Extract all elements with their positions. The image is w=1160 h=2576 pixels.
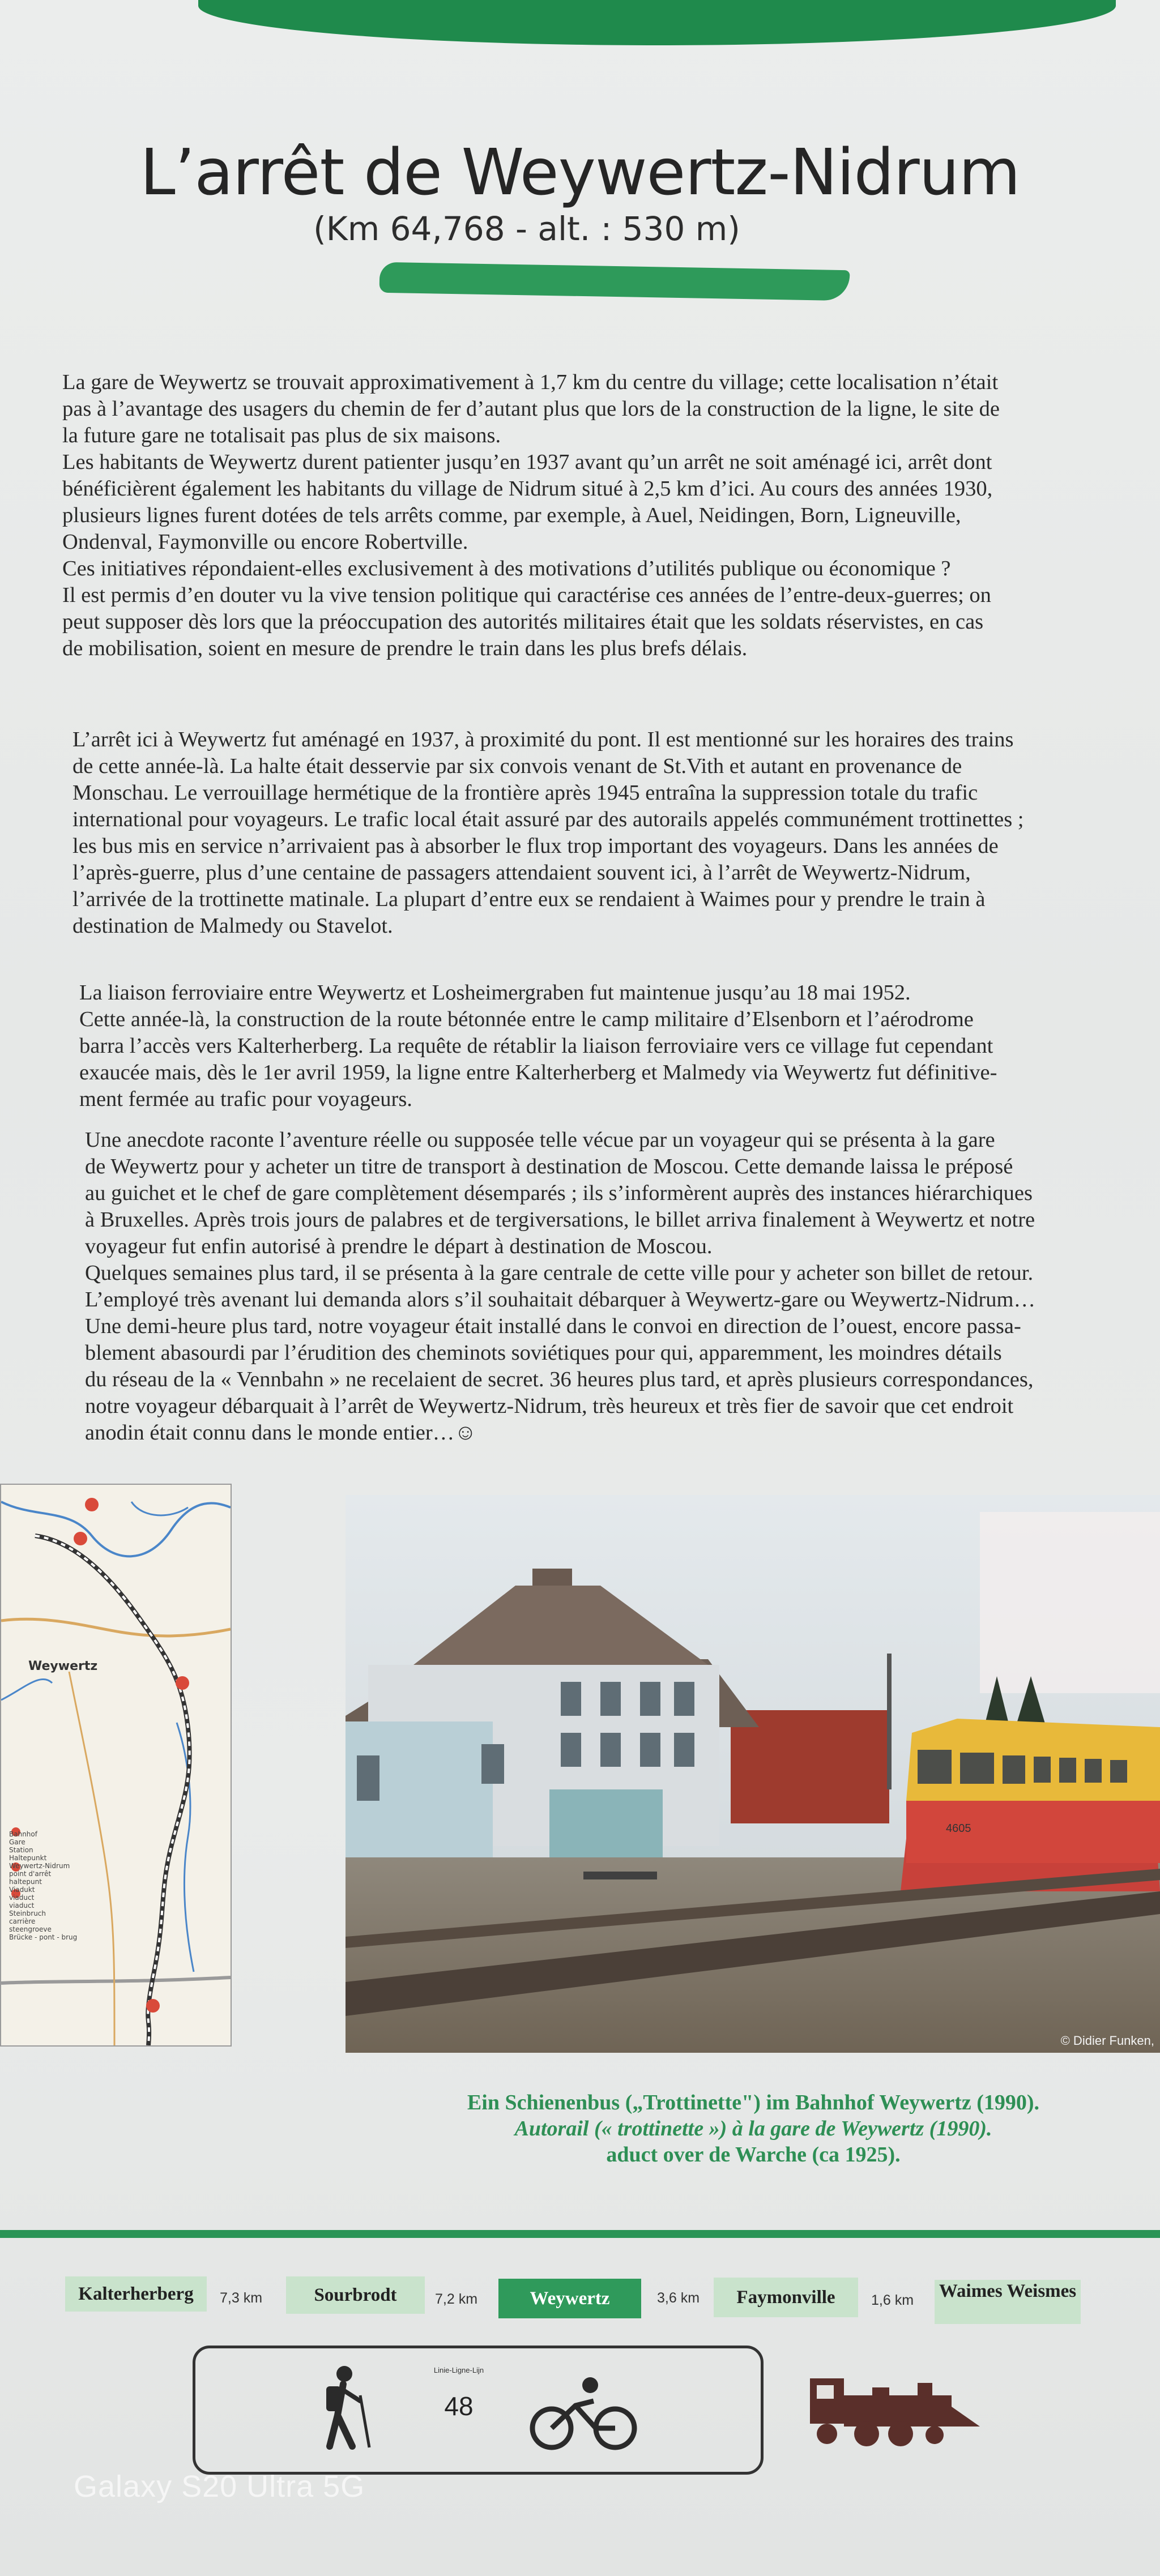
station-photo [346,1495,1160,2053]
map-town-label: Weywertz [28,1659,98,1673]
station-waimes: Waimes Weismes [935,2280,1081,2324]
photo-credit: © Didier Funken, [1060,2034,1154,2048]
bicycle-icon [527,2373,640,2452]
page-title: L’arrêt de Weywertz-Nidrum [140,136,1020,210]
station-faymonville: Faymonville [714,2278,858,2317]
distance-2: 7,2 km [435,2291,478,2307]
steam-locomotive-icon [810,2373,991,2452]
station-weywertz: Weywertz [498,2279,641,2318]
route-strip [0,2276,1160,2327]
caption-dutch: aduct over de Warche (ca 1925). [606,2143,901,2167]
route-map [0,1484,232,2047]
photo-captions [362,2090,1144,2168]
distance-4: 1,6 km [871,2292,914,2308]
hiker-icon [306,2361,385,2452]
paragraph-anecdote: Une anecdote raconte l’aventure réelle ou supposée telle vécue par un voyageur qui se présenta à la gare de Weywertz pour y acheter un titre de transport à destination de Moscou. Cette demande laissa le préposé au guichet et le chef de gare complètement désemparés ; ils s’informèrent auprès des instances hiérarchiques à Bruxelles. Après trois jours de palabres et de tergiversations, le billet arriva finalement à Weywertz et notre voyageur fut enfin autorisé à prendre le départ à destination de Moscou. Quelques semaines plus tard, il se présenta à la gare centrale de cette ville pour y acheter son billet de retour. L’employé très avenant lui demanda alors s’il souhaitait débarquer à Weywertz-gare ou Weywertz-Nidrum… Une demi-heure plus tard, notre voyageur était installé dans le convoi en direction de l’ouest, encore passa- blement abasourdi par l’érudition des cheminots soviétiques pour qui, apparemment, les moindres détails du réseau de la « Vennbahn » ne recelaient de secret. 36 heures plus tard, et après plusieurs correspondances, notre voyageur débarquait à l’arrêt de Weywertz-Nidrum, très heureux et très fier de savoir que cet endroit anodin était connu dans le monde entier…☺ [85,1128,1035,1445]
line-label: Linie-Ligne-Lijn [433,2366,484,2374]
paragraph-halt-1937: L’arrêt ici à Weywertz fut aménagé en 1937, à proximité du pont. Il est mentionné sur les horaires des trains de cette année-là. La halte était desservie par six convois venant de St.Vith et autant en provenance de Monschau. Le verrouillage hermétique de la frontière après 1945 entraîna la suppression totale du trafic international pour voyageurs. Le trafic local était assuré par des autorails appelés communément trottinettes ; les bus mis en service n’arrivaient pas à absorber le flux trop important des voyageurs. Dans les années de l’après-guerre, plus d’une centaine de passagers attendaient souvent ici, à l’arrêt de Weywertz-Nidrum, l’arrivée de la trottinette matinale. La plupart d’entre eux se rendaient à Waimes pour y prendre le train à destination de Malmedy ou Stavelot. [72,728,1024,938]
page-subtitle: (Km 64,768 - alt. : 530 m) [313,210,740,248]
distance-3: 3,6 km [657,2290,700,2306]
railcar-number: 4605 [946,1822,971,1835]
map-drawing [1,1485,231,2045]
station-kalterherberg: Kalterherberg [65,2276,207,2312]
station-sourbrodt: Sourbrodt [286,2276,425,2314]
paragraph-closure: La liaison ferroviaire entre Weywertz et Losheimergraben fut maintenue jusqu’au 18 mai 1952. Cette année-là, la construction de la route bétonnée entre le camp militaire d’Elsenborn et l’aérodrome barra l’accès vers Kalterherberg. La requête de rétablir la liaison ferroviaire vers ce village fut cependant exaucée mais, dès le 1er avril 1959, la ligne entre Kalterherberg et Malmedy via Weywertz fut définitive- ment fermée au trafic pour voyageurs. [79,981,997,1111]
camera-watermark: Galaxy S20 Ultra 5G [74,2470,365,2504]
divider-line [0,2230,1160,2238]
paragraph-history: La gare de Weywertz se trouvait approximativement à 1,7 km du centre du village; cette localisation n’était pas à l’avantage des usagers du chemin de fer d’autant plus que lors de la construction de la ligne, le site de la future gare ne totalisait pas plus de six maisons. Les habitants de Weywertz durent patienter jusqu’en 1937 avant qu’un arrêt ne soit aménagé ici, arrêt dont bénéficièrent également les habitants du village de Nidrum situé à 2,5 km d’ici. Au cours des années 1930, plusieurs lignes furent dotées de tels arrêts comme, par exemple, à Auel, Neidingen, Born, Ligneuville, Ondenval, Faymonville ou encore Robertville. Ces initiatives répondaient-elles exclusivement à des motivations d’utilités publique ou économique ? Il est permis d’en douter vu la vive tension politique qui caractérise ces années de l’entre-deux-guerres; on peut supposer dès lors que la préoccupation des autorités militaires était que les soldats réservistes, en cas de mobilisation, soient en mesure de prendre le train dans les plus brefs délais. [62,370,1000,660]
caption-french: Autorail (« trottinette ») à la gare de Weywertz (1990). [514,2117,992,2141]
map-legend: Bahnhof Gare Station Haltepunkt Weywertz-Nidrum point d'arrêt haltepunt Viadukt viaduct viaduct Steinbruch carrière steengroeve Brücke - pont - brug [9,1830,78,1941]
station-photo-illustration [346,1495,1160,2053]
caption-german: Ein Schienenbus („Trottinette") im Bahnhof Weywertz (1990). [467,2091,1040,2114]
green-brush-stroke [379,262,850,301]
top-green-band [198,0,1116,45]
distance-1: 7,3 km [220,2290,263,2306]
line-number: 48 [444,2391,474,2421]
